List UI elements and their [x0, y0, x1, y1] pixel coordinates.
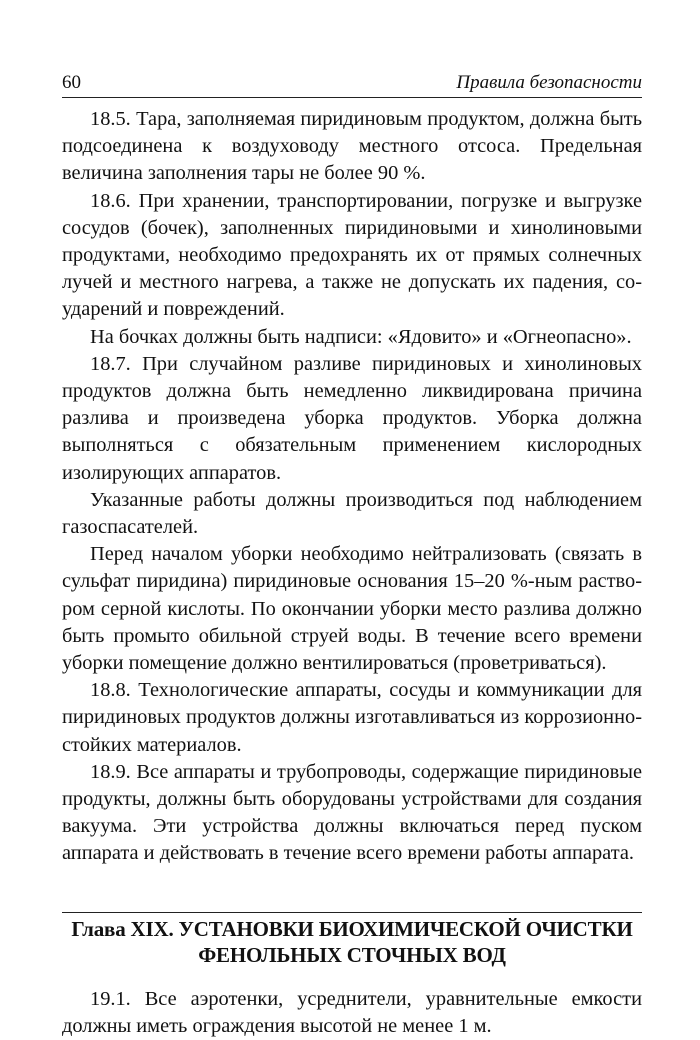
chapter-heading: [62, 916, 642, 968]
footer-rule: [62, 912, 642, 913]
paragraph-19-1: 19.1. Все аэротенки, усреднители, уравнительные емкости должны иметь ограждения высотой не менее 1 м.: [62, 987, 642, 1037]
running-title: Правила безопасности: [456, 72, 642, 93]
chapter-body-text: [62, 986, 642, 1040]
chapter-heading-line-2: ФЕНОЛЬНЫХ СТОЧНЫХ ВОД: [198, 942, 506, 967]
chapter-heading-line-1: Глава XIX. УСТАНОВКИ БИОХИМИЧЕСКОЙ ОЧИСТКИ: [71, 916, 633, 941]
page-number: 60: [62, 72, 81, 93]
paragraph-18-5: 18.5. Тара, заполняемая пиридиновым продуктом, должна быть подсоединена к воздуховоду местного отсоса. Предельная величина заполнения тары не более 90 %.: [62, 108, 642, 185]
paragraph-18-7: 18.7. При случайном разливе пиридиновых и хинолиновых продуктов должна быть немедленно ликвидирована причина разлива и произведена уборка продуктов. Уборка должна выполняться с обязательным применением кислородных изолирующих аппаратов.: [62, 352, 642, 484]
paragraph-barrel-labels: На бочках должны быть надписи: «Ядовито» и «Огнеопасно».: [90, 325, 632, 348]
paragraph-supervision: Указанные работы должны производиться под наблюдением газоспасателей.: [62, 488, 642, 539]
paragraph-neutralization: Перед началом уборки необходимо нейтрализовать (связать в сульфат пиридина) пиридиновые основания 15–20 %-ным раствором серной кислоты. По окончании уборки место разлива должно быть промыто обильной струей воды. В течение всего времени уборки помещение должно вентилироваться (проветриваться).: [62, 543, 642, 675]
paragraph-18-9: 18.9. Все аппараты и трубопроводы, содержащие пиридиновые продукты, должны быть оборудованы устройствами для создания вакуума. Эти устройства должны включаться перед пуском аппарата и действовать в течение всего времени работы аппарата.: [62, 760, 642, 865]
paragraph-18-8: 18.8. Технологические аппараты, сосуды и коммуникации для пиридиновых продуктов должны изготавливаться из коррозионностойких материалов.: [62, 679, 642, 756]
running-header: [62, 72, 642, 98]
body-text: [62, 106, 642, 868]
paragraph-18-6: 18.6. При хранении, транспортировании, погрузке и выгрузке сосудов (бочек), заполненных пиридиновыми и хинолиновыми продуктами, необходимо предохранять их от прямых солнечных лучей и местного нагрева, а также не допускать их падения, соударений и повреждений.: [62, 189, 642, 321]
document-page: [62, 72, 642, 1040]
